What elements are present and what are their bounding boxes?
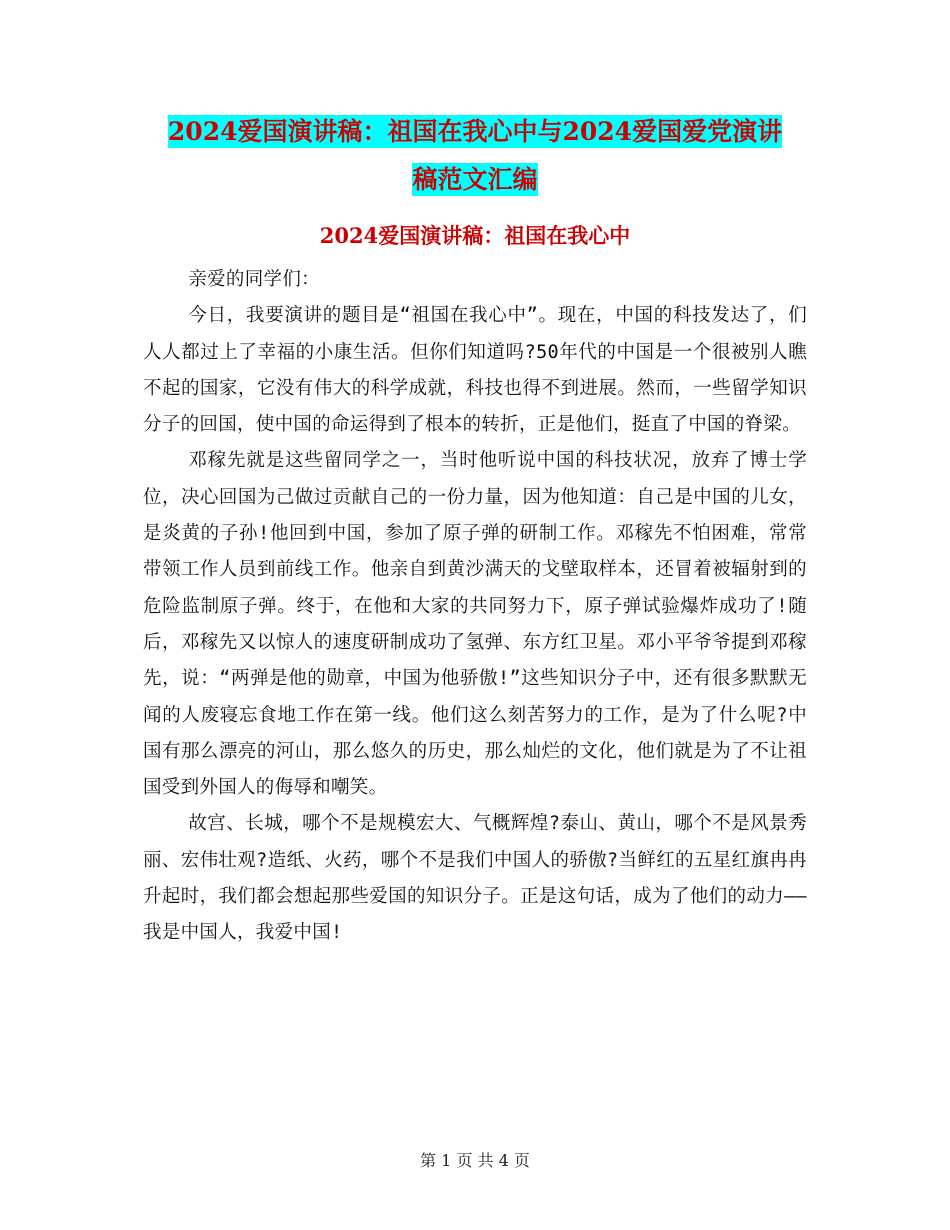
speech-body — [143, 262, 807, 952]
paragraph-conclusion: 故宫、长城，哪个不是规模宏大、气概辉煌?泰山、黄山，哪个不是风景秀丽、宏伟壮观?造纸、火药，哪个不是我们中国人的骄傲?当鲜红的五星红旗冉冉升起时，我们都会想起那些爱国的知识分子。正是这句话，成为了他们的动力——我是中国人，我爱中国! — [143, 813, 807, 944]
paragraph-intro: 今日，我要演讲的题目是“祖国在我心中”。现在，中国的科技发达了，们人人都过上了幸福的小康生活。但你们知道吗?50年代的中国是一个很被别人瞧不起的国家，它没有伟大的科学成就，科技也得不到进展。然而，一些留学知识分子的回国，使中国的命运得到了根本的转折，正是他们，挺直了中国的脊梁。 — [143, 305, 807, 436]
page-footer: 第 1 页 共 4 页 — [420, 1151, 530, 1170]
document-title-line1: 2024爱国演讲稿：祖国在我心中与2024爱国爱党演讲 — [167, 117, 783, 146]
document-title — [140, 108, 810, 204]
paragraph-deng-jiaxian: 邓稼先就是这些留同学之一，当时他听说中国的科技状况，放弃了博士学位，决心回国为己做过贡献自己的一份力量，因为他知道：自己是中国的儿女，是炎黄的子孙!他回到中国，参加了原子弹的研制工作。邓稼先不怕困难，常常带领工作人员到前线工作。他亲自到黄沙满天的戈壁取样本，还冒着被辐射到的危险监制原子弹。终于，在他和大家的共同努力下，原子弹试验爆炸成功了!随后，邓稼先又以惊人的速度研制成功了氢弹、东方红卫星。邓小平爷爷提到邓稼先，说：“两弹是他的勋章，中国为他骄傲!”这些知识分子中，还有很多默默无闻的人废寝忘食地工作在第一线。他们这么刻苦努力的工作，是为了什么呢?中国有那么漂亮的河山，那么悠久的历史，那么灿烂的文化，他们就是为了不让祖国受到外国人的侮辱和嘲笑。 — [143, 450, 807, 799]
paragraph-greeting: 亲爱的同学们： — [188, 269, 320, 290]
document-title-line2: 稿范文汇编 — [412, 165, 538, 194]
section-title: 2024爱国演讲稿：祖国在我心中 — [319, 223, 631, 248]
